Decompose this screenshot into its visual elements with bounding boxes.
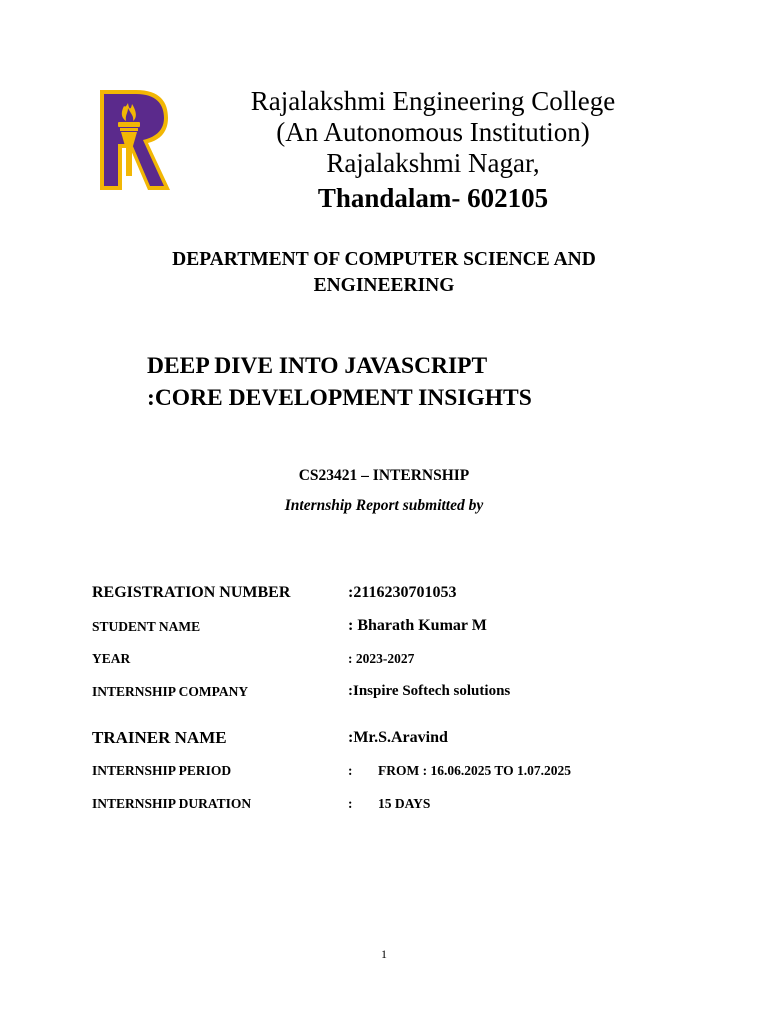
college-logo (98, 88, 172, 192)
company-value: :Inspire Softech solutions (348, 683, 511, 699)
submitted-by: Internship Report submitted by (284, 497, 484, 514)
trainer-name-value: :Mr.S.Aravind (348, 729, 448, 746)
student-name-label: STUDENT NAME (92, 619, 201, 634)
registration-value: :2116230701053 (348, 584, 457, 601)
project-title-line1: DEEP DIVE INTO JAVASCRIPT (147, 353, 488, 379)
department-line2: ENGINEERING (313, 275, 455, 296)
duration-value: 15 DAYS (378, 796, 431, 811)
period-colon: : (348, 763, 353, 778)
company-label: INTERNSHIP COMPANY (92, 684, 249, 699)
duration-label: INTERNSHIP DURATION (92, 796, 252, 811)
trainer-name-label: TRAINER NAME (92, 728, 227, 747)
college-name: Rajalakshmi Engineering College (250, 86, 616, 116)
registration-label: REGISTRATION NUMBER (92, 584, 291, 601)
college-status: (An Autonomous Institution) (276, 117, 590, 147)
college-heading (200, 86, 666, 214)
project-title (147, 350, 707, 414)
year-label: YEAR (92, 651, 131, 666)
student-name-value: : Bharath Kumar M (348, 617, 487, 634)
logo-letter-r (100, 90, 170, 190)
period-value: FROM : 16.06.2025 TO 1.07.2025 (378, 763, 572, 778)
course-code: CS23421 – INTERNSHIP (298, 467, 470, 484)
year-value: : 2023-2027 (348, 651, 415, 666)
project-title-line2: :CORE DEVELOPMENT INSIGHTS (147, 385, 532, 411)
period-label: INTERNSHIP PERIOD (92, 763, 232, 778)
college-address-line2: Thandalam- 602105 (317, 183, 549, 213)
duration-colon: : (348, 796, 353, 811)
department-heading (100, 247, 668, 299)
college-address-line1: Rajalakshmi Nagar, (326, 148, 540, 178)
department-line1: DEPARTMENT OF COMPUTER SCIENCE AND (172, 249, 596, 270)
page-number: 1 (381, 947, 387, 961)
